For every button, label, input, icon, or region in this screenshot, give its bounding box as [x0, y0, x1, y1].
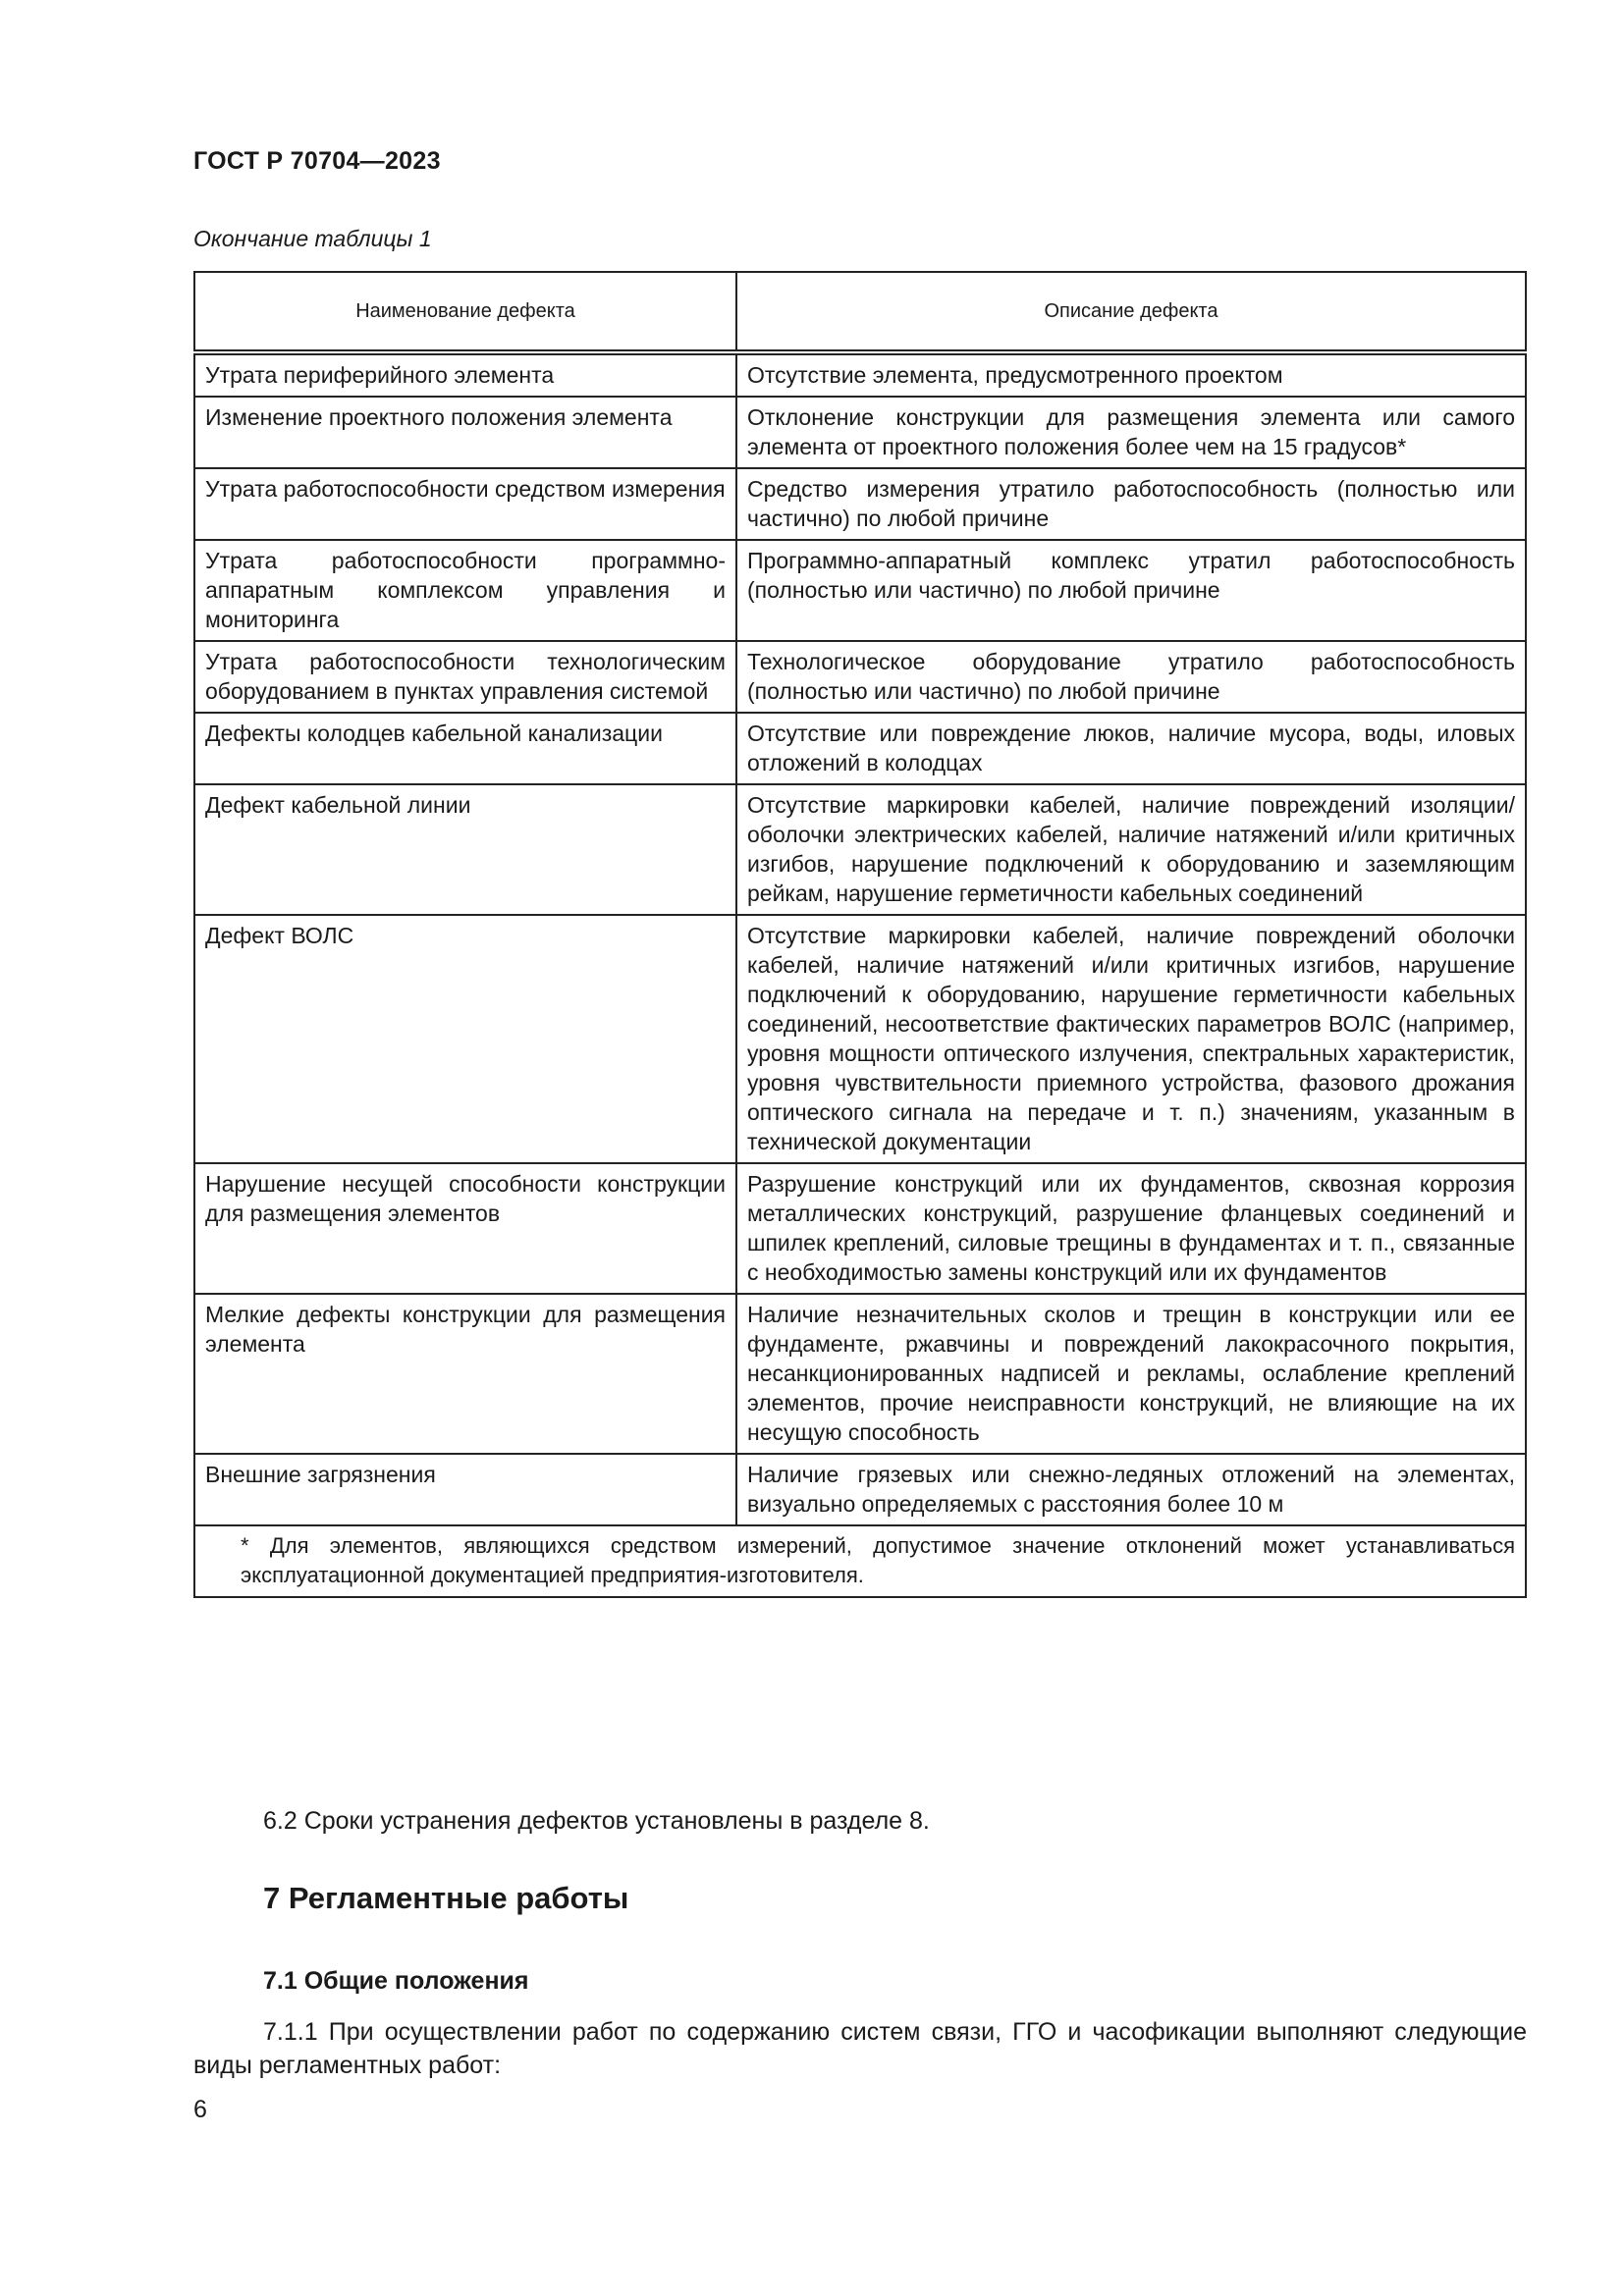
table-row [194, 1163, 1526, 1294]
table-row [194, 641, 1526, 713]
defect-name: Изменение проектного положения элемента [194, 397, 736, 468]
defect-name: Мелкие дефекты конструкции для размещения элемента [194, 1294, 736, 1454]
subsection-heading-7-1: 7.1 Общие положения [263, 1967, 529, 1995]
table-header-row [194, 272, 1526, 352]
defect-name: Утрата периферийного элемента [194, 352, 736, 397]
table-footnote-row [194, 1525, 1526, 1597]
defect-description: Наличие грязевых или снежно-ледяных отложений на элементах, визуально определяемых с расстояния более 10 м [736, 1454, 1526, 1525]
defect-description: Отсутствие маркировки кабелей, наличие повреждений изоляции/оболочки электрических кабелей, наличие натяжений и/или критичных изгибов, нарушение подключений к оборудованию и заземляющим рейкам, нарушение герметичности кабельных соединений [736, 784, 1526, 915]
defect-description: Программно-аппаратный комплекс утратил работоспособность (полностью или частично) по любой причине [736, 540, 1526, 641]
defect-name: Утрата работоспособности программно-аппаратным комплексом управления и мониторинга [194, 540, 736, 641]
table-row [194, 397, 1526, 468]
defect-name: Утрата работоспособности средством измерения [194, 468, 736, 540]
paragraph-6-2: 6.2 Сроки устранения дефектов установлены в разделе 8. [263, 1807, 930, 1835]
defect-name: Утрата работоспособности технологическим оборудованием в пунктах управления системой [194, 641, 736, 713]
defect-name: Нарушение несущей способности конструкции для размещения элементов [194, 1163, 736, 1294]
table-row [194, 540, 1526, 641]
table-caption: Окончание таблицы 1 [193, 226, 432, 251]
table-row [194, 468, 1526, 540]
defect-name: Внешние загрязнения [194, 1454, 736, 1525]
defect-description: Разрушение конструкций или их фундаментов, сквозная коррозия металлических конструкций, разрушение фланцевых соединений и шпилек креплений, силовые трещины в фундаментах и т. п., связанные с необходимостью замены конструкций или их фундаментов [736, 1163, 1526, 1294]
defect-description: Отсутствие маркировки кабелей, наличие повреждений оболочки кабелей, наличие натяжений и/или критичных изгибов, нарушение подключений к оборудованию, нарушение герметичности кабельных соединений, несоответствие фактических параметров ВОЛС (например, уровня мощности оптического излучения, спектральных характеристик, уровня чувствительности приемного устройства, фазового дрожания оптического сигнала на передаче и т. п.) значениям, указанным в технической документации [736, 915, 1526, 1163]
defect-description: Средство измерения утратило работоспособность (полностью или частично) по любой причине [736, 468, 1526, 540]
defect-description: Отсутствие или повреждение люков, наличие мусора, воды, иловых отложений в колодцах [736, 713, 1526, 784]
defect-description: Отклонение конструкции для размещения элемента или самого элемента от проектного положения более чем на 15 градусов* [736, 397, 1526, 468]
defect-description: Наличие незначительных сколов и трещин в конструкции или ее фундаменте, ржавчины и повреждений лакокрасочного покрытия, несанкционированных надписей и рекламы, ослабление креплений элементов, прочие неисправности конструкций, не влияющие на их несущую способность [736, 1294, 1526, 1454]
footnote-text: * Для элементов, являющихся средством измерений, допустимое значение отклонений может устанавливаться эксплуатационной документацией предприятия-изготовителя. [241, 1533, 1515, 1587]
document-code: ГОСТ Р 70704—2023 [193, 147, 441, 175]
section-heading-7: 7 Регламентные работы [263, 1881, 629, 1915]
column-header-description: Описание дефекта [736, 272, 1526, 352]
table-footnote [194, 1525, 1526, 1597]
table-row [194, 352, 1526, 397]
page-number: 6 [193, 2096, 207, 2123]
table-row [194, 915, 1526, 1163]
defect-description: Технологическое оборудование утратило работоспособность (полностью или частично) по любой причине [736, 641, 1526, 713]
defect-name: Дефекты колодцев кабельной канализации [194, 713, 736, 784]
table-row [194, 784, 1526, 915]
defect-name: Дефект кабельной линии [194, 784, 736, 915]
defects-table [193, 271, 1527, 1598]
table-row [194, 713, 1526, 784]
defect-description: Отсутствие элемента, предусмотренного проектом [736, 352, 1526, 397]
table-row [194, 1294, 1526, 1454]
column-header-name: Наименование дефекта [194, 272, 736, 352]
paragraph-7-1-1: 7.1.1 При осуществлении работ по содержанию систем связи, ГГО и часофикации выполняют следующие виды регламентных работ: [193, 2018, 1527, 2079]
table-row [194, 1454, 1526, 1525]
defect-name: Дефект ВОЛС [194, 915, 736, 1163]
